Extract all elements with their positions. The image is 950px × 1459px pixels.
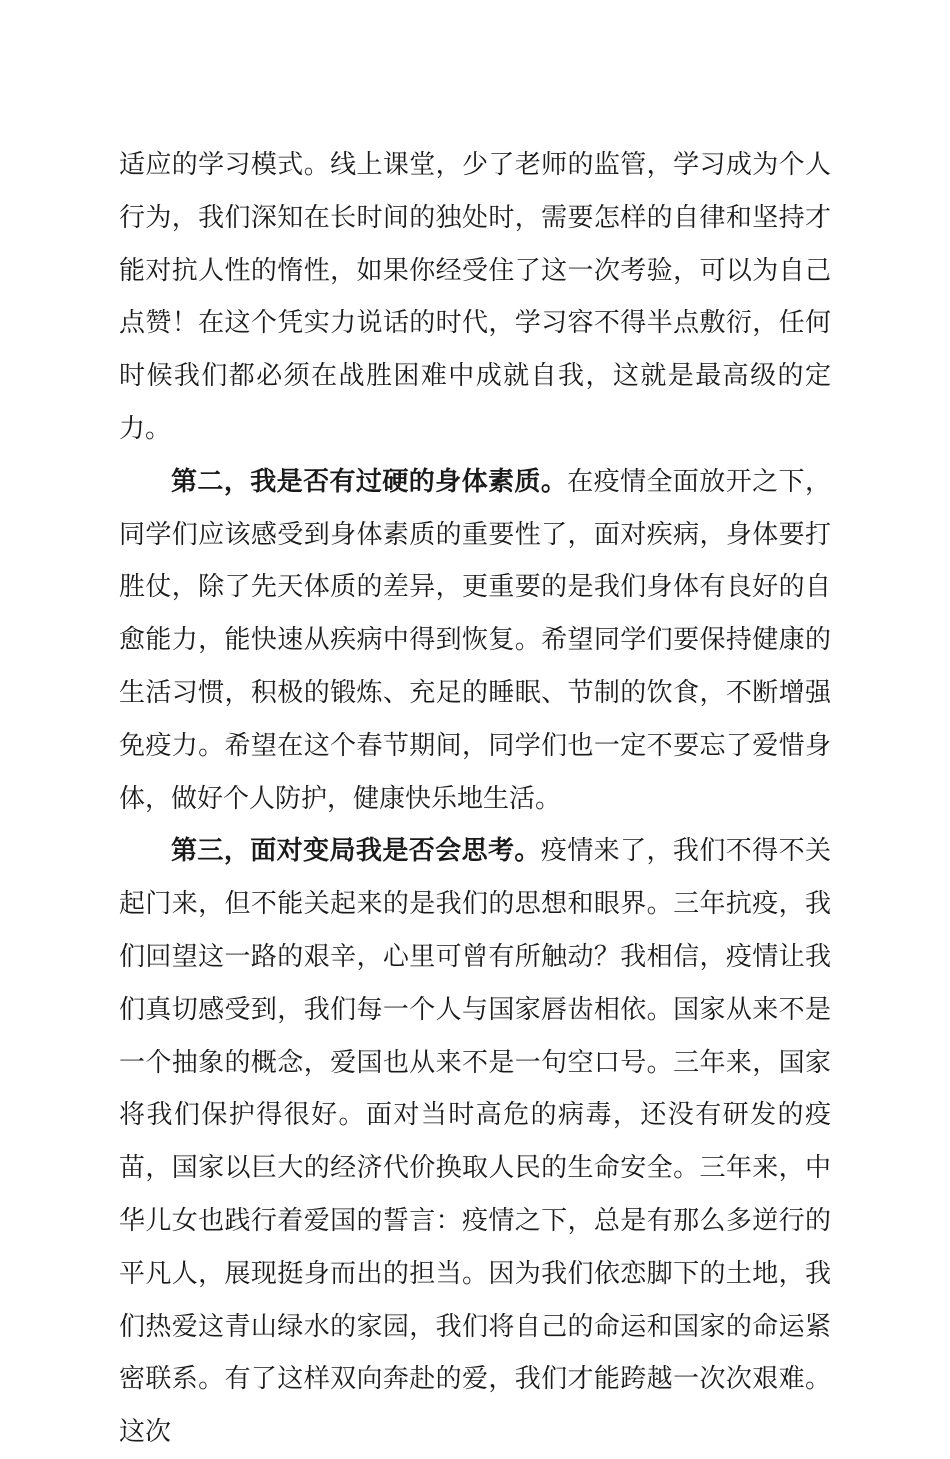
paragraph-2 bbox=[119, 456, 831, 826]
paragraph-1 bbox=[119, 139, 831, 456]
paragraph-3 bbox=[119, 825, 831, 1459]
paragraph-2-text: 在疫情全面放开之下，同学们应该感受到身体素质的重要性了，面对疾病，身体要打胜仗，除了先天体质的差异，更重要的是我们身体有良好的自愈能力，能快速从疾病中得到恢复。希望同学们要保持健康的生活习惯，积极的锻炼、充足的睡眠、节制的饮食，不断增强免疫力。希望在这个春节期间，同学们也一定不要忘了爱惜身体，做好个人防护，健康快乐地生活。 bbox=[119, 466, 831, 814]
document-body bbox=[119, 139, 831, 1459]
paragraph-2-heading: 第二，我是否有过硬的身体素质。 bbox=[171, 466, 568, 497]
paragraph-1-text: 适应的学习模式。线上课堂，少了老师的监管，学习成为个人行为，我们深知在长时间的独处时，需要怎样的自律和坚持才能对抗人性的惰性，如果你经受住了这一次考验，可以为自己点赞！在这个凭实力说话的时代，学习容不得半点敷衍，任何时候我们都必须在战胜困难中成就自我，这就是最高级的定力。 bbox=[119, 150, 831, 444]
paragraph-3-text: 疫情来了，我们不得不关起门来，但不能关起来的是我们的思想和眼界。三年抗疫，我们回望这一路的艰辛，心里可曾有所触动？我相信，疫情让我们真切感受到，我们每一个人与国家唇齿相依。国家从来不是一个抽象的概念，爱国也从来不是一句空口号。三年来，国家将我们保护得很好。面对当时高危的病毒，还没有研发的疫苗，国家以巨大的经济代价换取人民的生命安全。三年来，中华儿女也践行着爱国的誓言：疫情之下，总是有那么多逆行的平凡人，展现挺身而出的担当。因为我们依恋脚下的土地，我们热爱这青山绿水的家园，我们将自己的命运和国家的命运紧密联系。有了这样双向奔赴的爱，我们才能跨越一次次艰难。这次 bbox=[119, 836, 831, 1448]
paragraph-3-heading: 第三，面对变局我是否会思考。 bbox=[171, 836, 541, 867]
